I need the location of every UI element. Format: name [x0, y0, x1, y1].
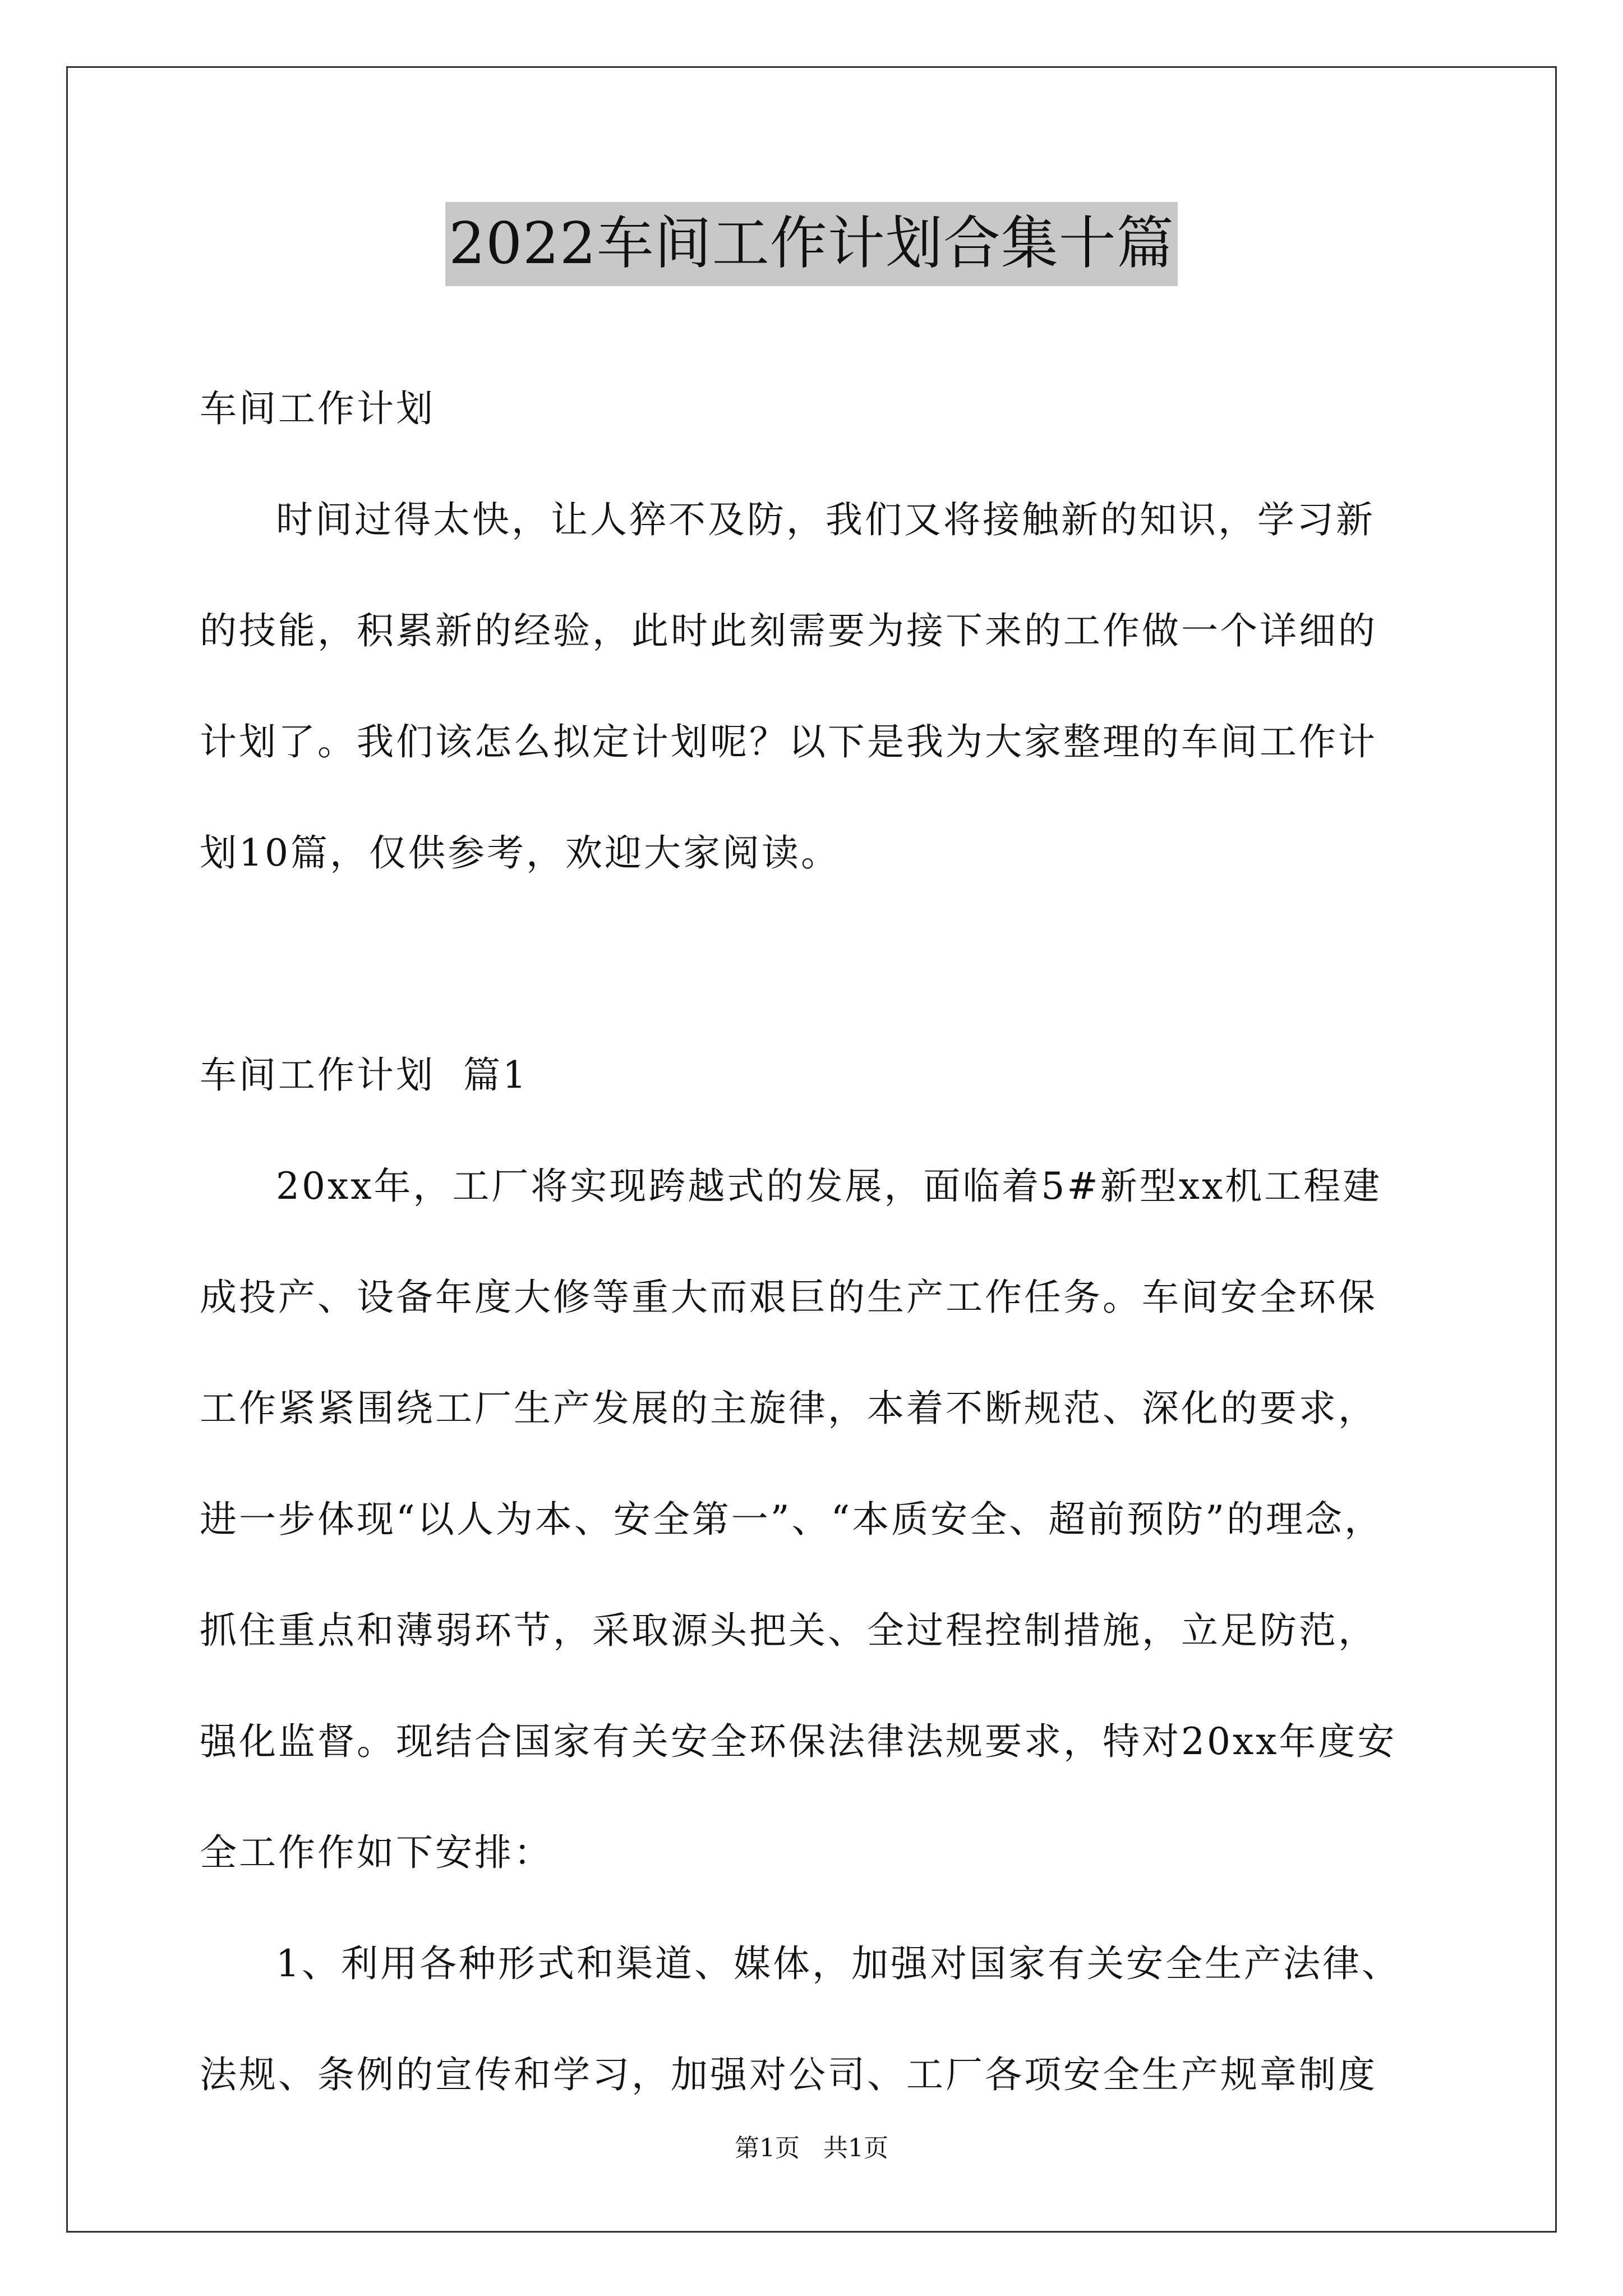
section1-line: 20xx年，工厂将实现跨越式的发展，面临着5#新型xx机工程建 — [276, 1165, 1382, 1208]
intro-line: 计划了。我们该怎么拟定计划呢？以下是我为大家整理的车间工作计 — [200, 720, 1377, 763]
intro-line: 的技能，积累新的经验，此时此刻需要为接下来的工作做一个详细的 — [200, 609, 1377, 652]
page-number-total: 共1页 — [823, 2134, 888, 2162]
section1-heading: 车间工作计划 篇1 — [200, 1053, 528, 1097]
intro-line: 划10篇，仅供参考，欢迎大家阅读。 — [200, 831, 840, 875]
section1-line: 抓住重点和薄弱环节，采取源头把关、全过程控制措施，立足防范， — [200, 1609, 1377, 1652]
section1-line: 成投产、设备年度大修等重大而艰巨的生产工作任务。车间安全环保 — [200, 1276, 1377, 1319]
intro-heading: 车间工作计划 — [200, 387, 435, 430]
section1-line: 工作紧紧围绕工厂生产发展的主旋律，本着不断规范、深化的要求， — [200, 1387, 1377, 1430]
document-title: 2022车间工作计划合集十篇 — [445, 202, 1178, 286]
section1-line: 全工作作如下安排： — [200, 1831, 553, 1874]
page-number-current: 第1页 — [735, 2134, 800, 2162]
item1-line: 1、利用各种形式和渠道、媒体，加强对国家有关安全生产法律、 — [276, 1942, 1401, 1985]
document-body — [200, 353, 1478, 2131]
item1-line: 法规、条例的宣传和学习，加强对公司、工厂各项安全生产规章制度 — [200, 2053, 1377, 2096]
title-wrap — [0, 202, 1623, 286]
page-footer — [0, 2132, 1623, 2165]
section1-line: 进一步体现“以人为本、安全第一”、“本质安全、超前预防”的理念， — [200, 1498, 1384, 1541]
intro-line: 时间过得太快，让人猝不及防，我们又将接触新的知识，学习新 — [276, 498, 1375, 541]
section1-line: 强化监督。现结合国家有关安全环保法律法规要求，特对20xx年度安 — [200, 1720, 1397, 1763]
